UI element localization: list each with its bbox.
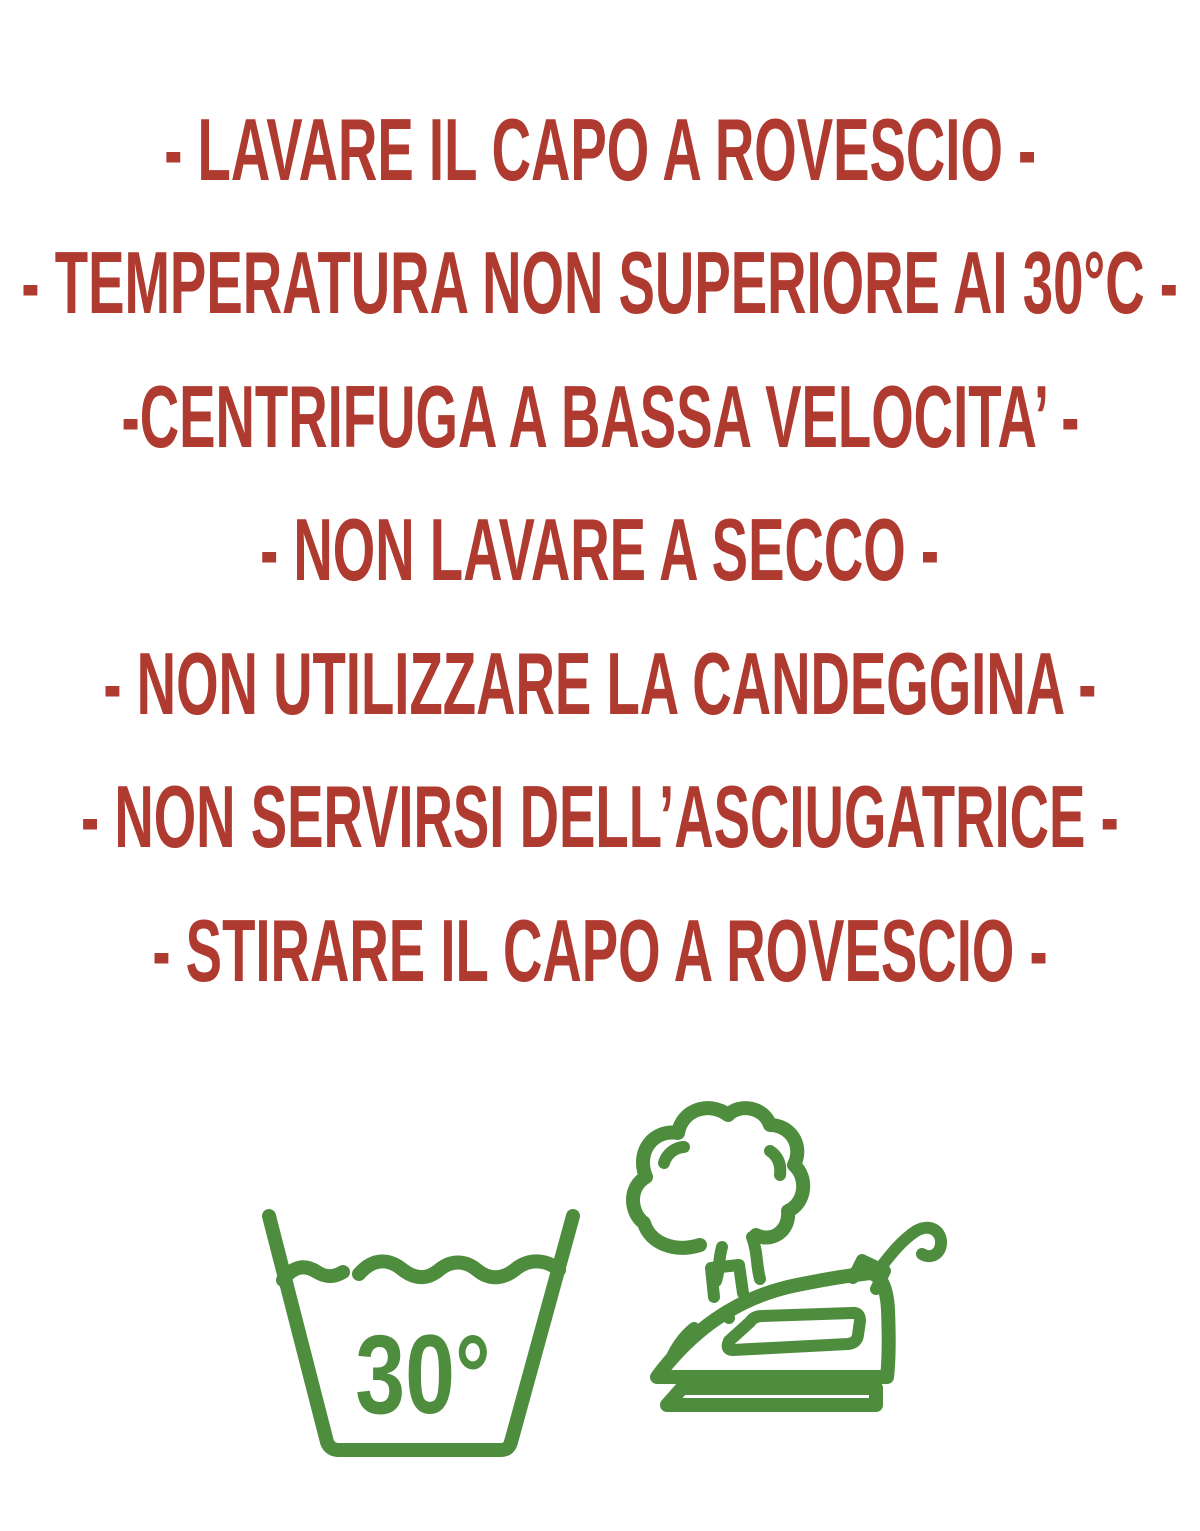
care-instruction-text: - STIRARE IL CAPO A ROVESCIO - <box>152 901 1048 1000</box>
iron-cord <box>878 1228 941 1271</box>
care-instruction-text: - NON SERVIRSI DELL’ASCIUGATRICE - <box>81 767 1119 866</box>
care-instruction-max-temperature <box>0 233 1200 332</box>
steam-stem-right <box>752 1237 760 1279</box>
steam-cloud-dash-left <box>664 1147 684 1163</box>
care-instruction-iron-inside-out <box>0 901 1200 1000</box>
steam-cloud-dash-right <box>770 1151 780 1175</box>
water-line-right <box>359 1261 559 1277</box>
care-instruction-text: - LAVARE IL CAPO A ROVESCIO - <box>164 100 1037 199</box>
wash-temp-label: 30° <box>355 1312 491 1438</box>
care-instruction-text: - NON LAVARE A SECCO - <box>260 500 940 599</box>
iron-shine-dot <box>723 1312 735 1324</box>
iron-baseplate <box>667 1388 876 1405</box>
iron-inner-window <box>728 1313 860 1350</box>
iron-steam-vent <box>711 1265 743 1297</box>
care-instruction-text: -CENTRIFUGA A BASSA VELOCITA’ - <box>121 367 1079 466</box>
care-instruction-wash-inside-out <box>0 100 1200 199</box>
care-instruction-low-spin <box>0 367 1200 466</box>
wash-temp-group <box>355 1313 490 1438</box>
wash-basin-30-icon <box>253 1208 588 1478</box>
care-instruction-no-tumble-dry <box>0 767 1200 866</box>
care-instruction-no-dry-clean <box>0 500 1200 599</box>
water-line-left <box>283 1267 343 1280</box>
care-instruction-no-bleach <box>0 634 1200 733</box>
steam-iron-icon <box>612 1085 1012 1430</box>
care-instruction-text: - TEMPERATURA NON SUPERIORE AI 30°C - <box>21 233 1179 332</box>
care-instruction-text: - NON UTILIZZARE LA CANDEGGINA - <box>103 634 1097 733</box>
